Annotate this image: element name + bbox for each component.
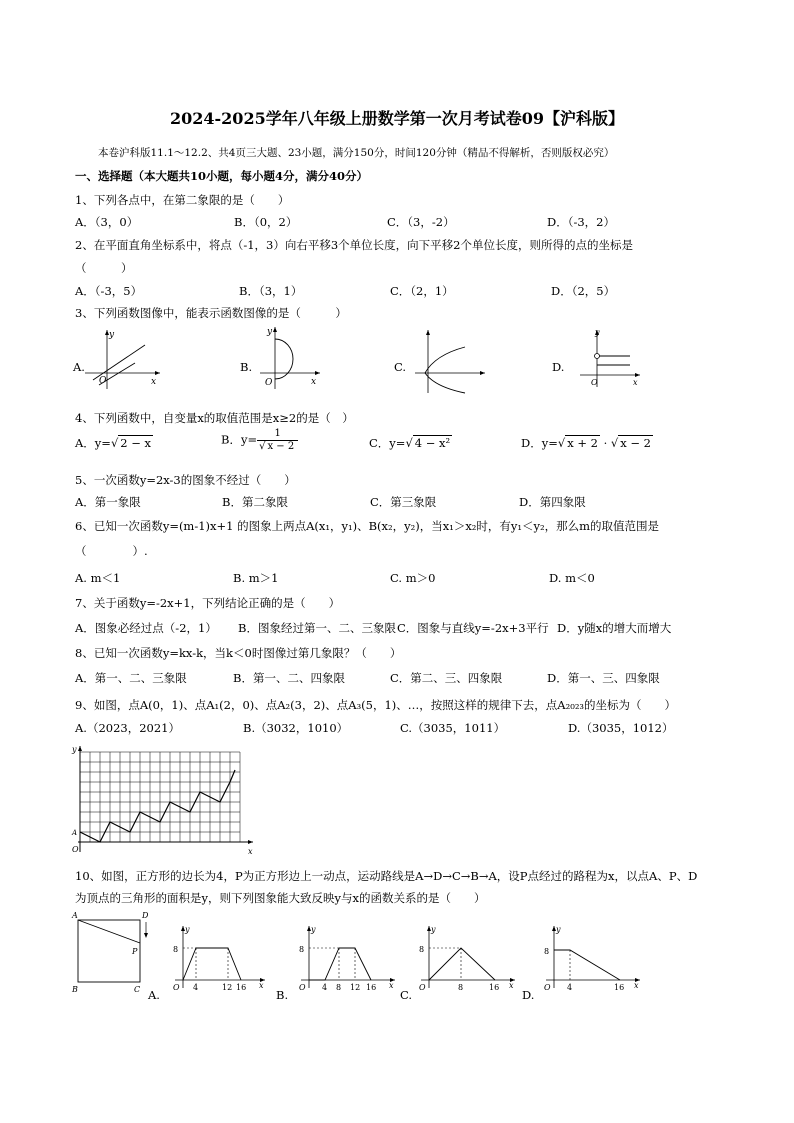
q10a-y-label: y bbox=[185, 925, 190, 934]
q7-option-d: D．y随x的增大而增大 bbox=[557, 621, 672, 635]
q7-option-b: B．图象经过第一、二、三象限 bbox=[238, 621, 396, 635]
q10b-tick-12: 12 bbox=[350, 983, 361, 992]
q2-blank: （ ） bbox=[75, 261, 133, 275]
q4-option-b: B．y= $\frac{1}{√ x - 2}$ bbox=[221, 428, 298, 453]
q10c-x-label: x bbox=[509, 981, 514, 990]
q10-square-figure bbox=[68, 908, 158, 998]
q4-stem: 4、下列函数中，自变量x的取值范围是x≥2的是（ ） bbox=[75, 411, 354, 425]
q4-d-dot: · bbox=[603, 436, 608, 450]
q3-stem: 3、下列函数图像中，能表示函数图像的是（ ） bbox=[75, 306, 347, 320]
q6-option-c: C. m＞0 bbox=[390, 571, 436, 585]
q1-option-c: C．（3，-2） bbox=[387, 215, 455, 229]
q1-option-a: A．（3，0） bbox=[75, 215, 139, 229]
q3-option-c: C. bbox=[394, 360, 407, 374]
q10-point-p: P bbox=[132, 947, 138, 956]
q10a-tick-8: 8 bbox=[173, 945, 179, 954]
q9-option-a: A.（2023，2021） bbox=[75, 721, 180, 735]
q3-graph-d bbox=[575, 325, 645, 390]
q5-option-a: A．第一象限 bbox=[75, 495, 141, 509]
q10d-tick-8: 8 bbox=[544, 947, 550, 956]
q9-origin: O bbox=[72, 845, 79, 854]
q5-option-d: D．第四象限 bbox=[519, 495, 586, 509]
q3-option-b: B. bbox=[240, 360, 253, 374]
q9-option-b: B.（3032，1010） bbox=[243, 721, 349, 735]
q2-option-c: C．（2，1） bbox=[390, 284, 454, 298]
q4-d-radicand-2: x − 2 bbox=[620, 436, 651, 450]
q5-stem: 5、一次函数y=2x-3的图象不经过（ ） bbox=[75, 473, 296, 487]
q3b-origin: O bbox=[265, 378, 273, 388]
q10b-tick-8: 8 bbox=[299, 945, 305, 954]
q3a-x-label: x bbox=[151, 377, 157, 387]
q3-graph-c bbox=[410, 325, 490, 395]
q3a-origin: O bbox=[99, 376, 107, 386]
section-heading: 一、选择题（本大题共10小题，每小题4分，满分40分） bbox=[75, 169, 369, 183]
q3-option-d: D. bbox=[552, 360, 565, 374]
q1-option-b: B．（0，2） bbox=[234, 215, 298, 229]
q3-graph-a bbox=[85, 325, 165, 390]
q4-d-label: D．y= bbox=[521, 436, 558, 450]
q2-stem: 2、在平面直角坐标系中，将点（-1，3）向右平移3个单位长度，向下平移2个单位长度，则所得的点的坐标是 bbox=[75, 238, 633, 252]
q4-a-label: A．y= bbox=[75, 436, 111, 450]
q10d-origin: O bbox=[544, 983, 551, 992]
q6-stem: 6、已知一次函数y=(m-1)x+1 的图象上两点A(x₁，y₁)、B(x₂，y₂)，当x₁＞x₂时，有y₁＜y₂，那么m的取值范围是 bbox=[75, 519, 660, 533]
q10c-tick-8: 8 bbox=[419, 945, 425, 954]
q3d-y-label: y bbox=[595, 328, 600, 337]
q5-option-b: B．第二象限 bbox=[222, 495, 288, 509]
q8-option-a: A．第一、二、三象限 bbox=[75, 671, 187, 685]
q10-stem-1: 10、如图，正方形的边长为4，P为正方形边上一动点，运动路线是A→D→C→B→A，设P点经过的路程为x，以点A、P、D bbox=[75, 869, 698, 883]
q10b-tick-4: 4 bbox=[322, 983, 328, 992]
q8-option-d: D．第一、三、四象限 bbox=[547, 671, 660, 685]
q10-graph-c bbox=[415, 922, 520, 992]
q2-option-b: B．（3，1） bbox=[239, 284, 303, 298]
q10d-tick-16: 16 bbox=[614, 983, 625, 992]
q10b-tick-8b: 8 bbox=[336, 983, 342, 992]
q3-option-a: A. bbox=[73, 360, 85, 374]
q10d-y-label: y bbox=[556, 925, 561, 934]
q3d-x-label: x bbox=[633, 378, 638, 387]
q10-point-c: C bbox=[134, 985, 141, 994]
q10a-tick-4: 4 bbox=[193, 983, 199, 992]
q10b-tick-16: 16 bbox=[366, 983, 377, 992]
q10-graph-d bbox=[540, 922, 645, 992]
q10-stem-2: 为顶点的三角形的面积是y，则下列图象能大致反映y与x的函数关系的是（ ） bbox=[75, 891, 486, 905]
q9-y-label: y bbox=[72, 745, 77, 754]
q10-option-a: A. bbox=[148, 988, 160, 1002]
q4-option-a: A．y=√ 2 − x bbox=[75, 436, 152, 450]
q4-d-radicand-1: x + 2 bbox=[567, 436, 598, 450]
q6-blank: （ ）. bbox=[75, 544, 148, 558]
q10c-origin: O bbox=[419, 983, 426, 992]
q4-c-radicand: 4 − x² bbox=[414, 436, 451, 450]
q10-option-c: C. bbox=[400, 988, 413, 1002]
q7-stem: 7、关于函数y=-2x+1，下列结论正确的是（ ） bbox=[75, 596, 341, 610]
q9-stem: 9、如图，点A(0，1)、点A₁(2，0)、点A₂(3，2)、点A₃(5，1)、…，按照这样的规律下去，点A₂₀₂₃的坐标为（ ） bbox=[75, 698, 677, 712]
q10c-tick-16: 16 bbox=[489, 983, 500, 992]
q10-point-a: A bbox=[72, 911, 78, 920]
q9-x-label: x bbox=[248, 847, 253, 856]
q10-graph-a bbox=[165, 922, 270, 992]
q10b-y-label: y bbox=[311, 925, 316, 934]
q6-option-a: A. m＜1 bbox=[75, 571, 121, 585]
q9-option-c: C.（3035，1011） bbox=[400, 721, 506, 735]
q9-point-a: A bbox=[72, 829, 78, 837]
q7-option-a: A．图象必经过点（-2，1） bbox=[75, 621, 217, 635]
page-title: 2024-2025学年八年级上册数学第一次月考试卷09【沪科版】 bbox=[170, 109, 624, 128]
q10b-x-label: x bbox=[389, 981, 394, 990]
q3-graph-b bbox=[255, 325, 325, 390]
q8-stem: 8、已知一次函数y=kx-k，当k＜0时图像过第几象限？（ ） bbox=[75, 646, 402, 660]
q10-option-d: D. bbox=[522, 988, 535, 1002]
q3b-y-label: y bbox=[267, 327, 273, 337]
q4-a-radicand: 2 − x bbox=[120, 436, 152, 450]
intro: 本卷沪科版11.1～12.2、共4页三大题、23小题，满分150分，时间120分钟（精品不得解析，否则版权必究） bbox=[98, 147, 615, 159]
q10a-tick-16: 16 bbox=[236, 983, 247, 992]
q4-b-radicand: x − 2 bbox=[267, 441, 295, 452]
q4-option-d: D．y=√ x + 2 · √ x − 2 bbox=[521, 436, 651, 450]
q2-option-d: D．（2，5） bbox=[551, 284, 616, 298]
q4-b-numerator: 1 bbox=[257, 428, 298, 441]
q10-point-b: B bbox=[72, 985, 78, 994]
q3d-origin: O bbox=[591, 378, 598, 387]
q1-stem: 1、下列各点中，在第二象限的是（ ） bbox=[75, 193, 290, 207]
q8-option-b: B．第一、二、四象限 bbox=[233, 671, 345, 685]
q4-option-c: C．y=√ 4 − x² bbox=[369, 436, 451, 450]
q10a-tick-12: 12 bbox=[222, 983, 233, 992]
q10-point-d: D bbox=[142, 911, 149, 920]
q3b-x-label: x bbox=[311, 377, 317, 387]
q4-b-label: B．y= bbox=[221, 432, 258, 447]
q10a-origin: O bbox=[173, 983, 180, 992]
q6-option-d: D. m＜0 bbox=[549, 571, 595, 585]
q9-option-d: D.（3035，1012） bbox=[568, 721, 674, 735]
q2-option-a: A．（-3，5） bbox=[75, 284, 143, 298]
q3a-y-label: y bbox=[109, 330, 115, 340]
q7-option-c: C．图象与直线y=-2x+3平行 bbox=[397, 621, 549, 635]
q10b-origin: O bbox=[299, 983, 306, 992]
q8-option-c: C．第二、三、四象限 bbox=[390, 671, 503, 685]
q10d-tick-4: 4 bbox=[567, 983, 573, 992]
q10c-tick-8b: 8 bbox=[458, 983, 464, 992]
q6-option-b: B. m＞1 bbox=[233, 571, 279, 585]
q10-graph-b bbox=[295, 922, 400, 992]
q10c-y-label: y bbox=[431, 925, 436, 934]
q1-option-d: D．（-3，2） bbox=[547, 215, 615, 229]
q10d-x-label: x bbox=[634, 981, 639, 990]
q10-option-b: B. bbox=[276, 988, 289, 1002]
q4-c-label: C．y= bbox=[369, 436, 406, 450]
q9-grid-figure bbox=[68, 742, 258, 857]
q5-option-c: C．第三象限 bbox=[370, 495, 437, 509]
q10a-x-label: x bbox=[259, 981, 264, 990]
